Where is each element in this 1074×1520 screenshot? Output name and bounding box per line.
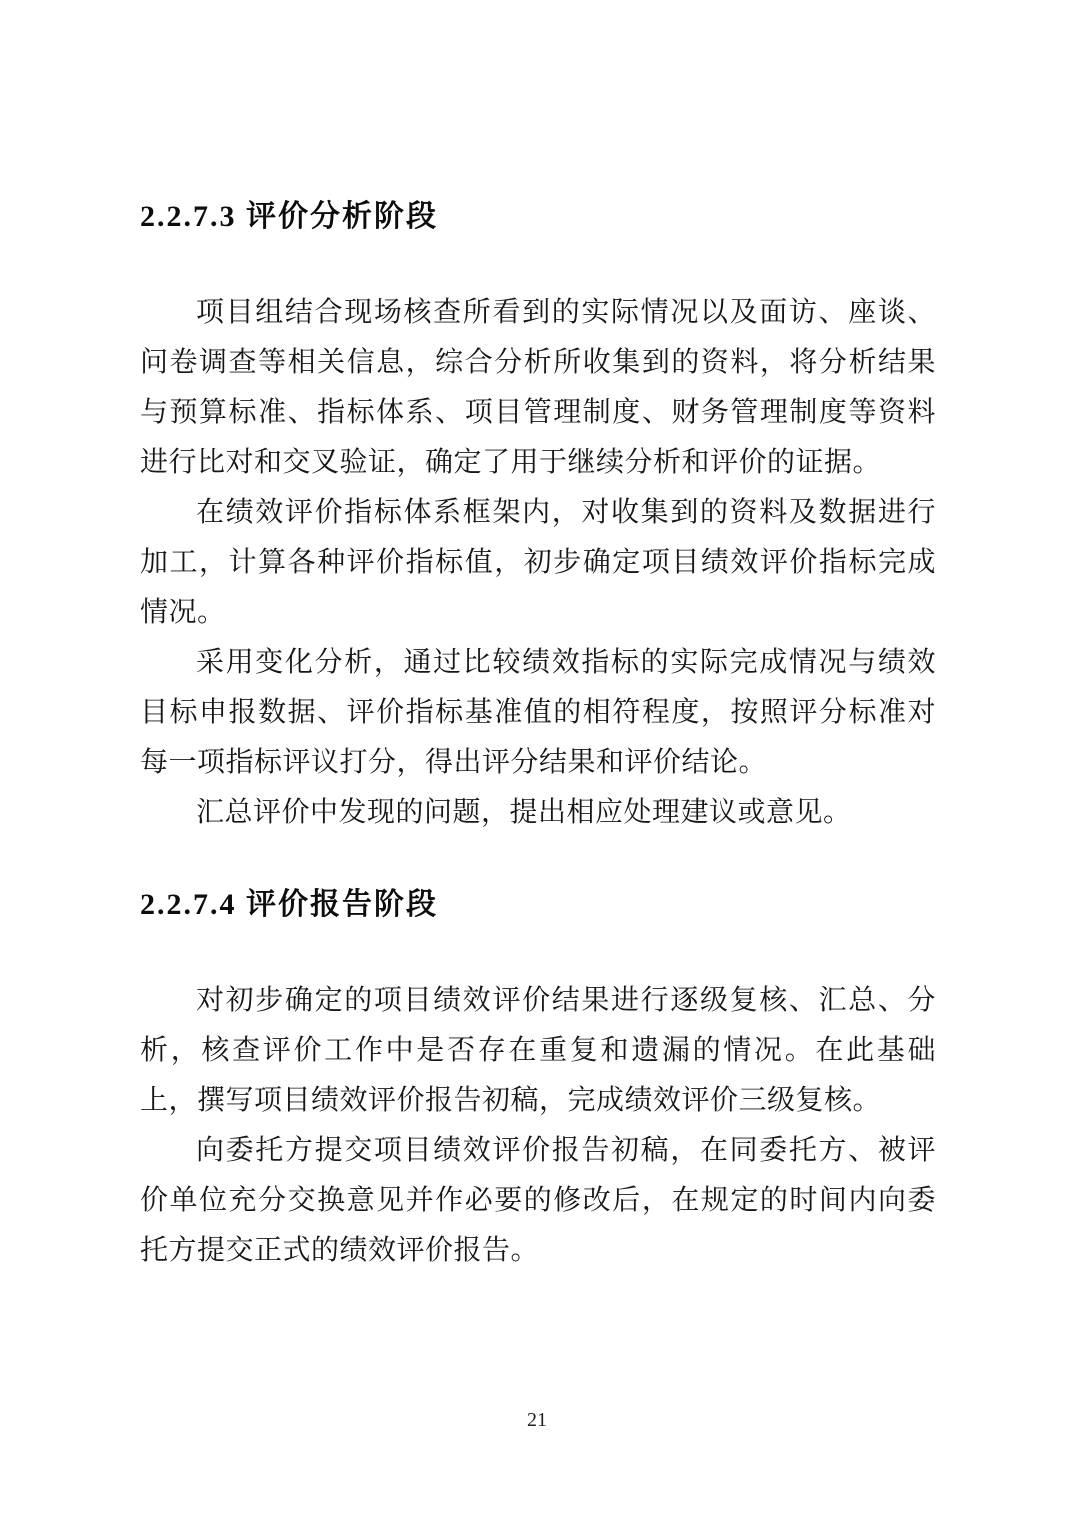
section-heading-report-stage: 2.2.7.4 评价报告阶段: [140, 888, 438, 921]
page-number: 21: [527, 1409, 547, 1431]
page-content: [140, 196, 936, 1276]
paragraph: 向委托方提交项目绩效评价报告初稿，在同委托方、被评价单位充分交换意见并作必要的修改后，在规定的时间内向委托方提交正式的绩效评价报告。: [140, 1135, 936, 1266]
paragraph: 在绩效评价指标体系框架内，对收集到的资料及数据进行加工，计算各种评价指标值，初步确定项目绩效评价指标完成情况。: [140, 497, 936, 628]
paragraph: 汇总评价中发现的问题，提出相应处理建议或意见。: [196, 797, 852, 828]
paragraph: 采用变化分析，通过比较绩效指标的实际完成情况与绩效目标申报数据、评价指标基准值的相符程度，按照评分标准对每一项指标评议打分，得出评分结果和评价结论。: [140, 647, 936, 778]
paragraph: 项目组结合现场核查所看到的实际情况以及面访、座谈、问卷调查等相关信息，综合分析所收集到的资料，将分析结果与预算标准、指标体系、项目管理制度、财务管理制度等资料进行比对和交叉验证，确定了用于继续分析和评价的证据。: [140, 297, 936, 478]
paragraph: 对初步确定的项目绩效评价结果进行逐级复核、汇总、分析，核查评价工作中是否存在重复和遗漏的情况。在此基础上，撰写项目绩效评价报告初稿，完成绩效评价三级复核。: [140, 985, 936, 1116]
section-heading-analysis-stage: 2.2.7.3 评价分析阶段: [140, 200, 438, 233]
